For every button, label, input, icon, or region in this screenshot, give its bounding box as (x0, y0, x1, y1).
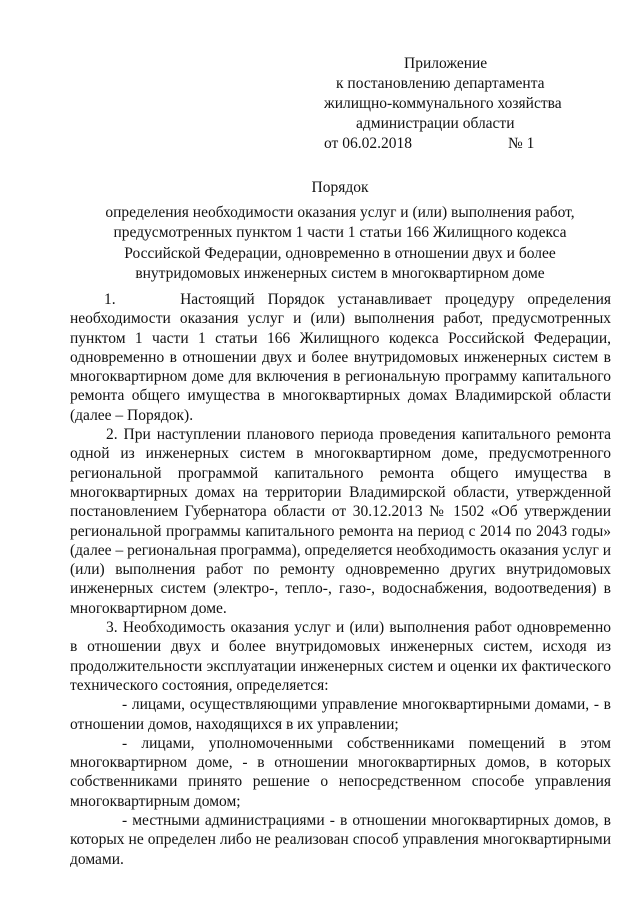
heading-line: внутридомовых инженерных систем в многоквартирном доме (135, 265, 545, 282)
annex-line: жилищно-коммунального хозяйства (324, 95, 562, 112)
annex-title: Приложение (404, 55, 488, 72)
annex-line: администрации области (356, 115, 515, 132)
document-title: Порядок (311, 179, 369, 196)
annex-date-line (300, 134, 600, 154)
list-item: - лицами, уполномоченными собственниками помещений в этом многоквартирном доме, - в отношении многоквартирных домов, в которых собственниками принято решение о непосредственном способе управления многоквартирным домом; (70, 734, 611, 810)
paragraph-3: 3. Необходимость оказания услуг и (или) выполнения работ одновременно в отношении двух и более внутридомовых инженерных систем, исходя из продолжительности эксплуатации инженерных систем и оценки их фактического технического состояния, определяется: (70, 619, 611, 694)
list-item: - лицами, осуществляющими управление многоквартирными домами, - в отношении домов, находящихся в их управлении; (70, 696, 611, 733)
heading-line: Российской Федерации, одновременно в отношении двух и более (124, 244, 556, 262)
document-heading (80, 178, 600, 285)
list-item: - местными администрациями - в отношении многоквартирных домов, в которых не определен либо не реализован способ управления многоквартирными домами. (70, 812, 611, 868)
annex-number: № 1 (507, 135, 535, 152)
document-body (70, 290, 611, 869)
paragraph-1: 1. Настоящий Порядок устанавливает процедуру определения необходимости оказания услуг и (или) выполнения работ, предусмотренных пунктом 1 части 1 статьи 166 Жилищного кодекса Российской Федерации, одновременно в отношении двух и более внутридомовых инженерных систем в многоквартирном доме для включения в региональную программу капитального ремонта общего имущества в многоквартирных домах Владимирской области (далее – Порядок). (70, 291, 611, 424)
annex-line: к постановлению департамента (336, 75, 545, 92)
annex-date: от 06.02.2018 (324, 135, 412, 152)
paragraph-2: 2. При наступлении планового периода проведения капитального ремонта одной из инженерных систем в многоквартирном доме, предусмотренного региональной программой капитального ремонта общего имущества в многоквартирных домах на территории Владимирской области, утвержденной постановлением Губернатора области от 30.12.2013 № 1502 «Об утверждении региональной программы капитального ремонта на период с 2014 по 2043 годы» (далее – региональная программа), определяется необходимость оказания услуг и (или) выполнения работ по ремонту одновременно других внутридомовых инженерных систем (электро-, тепло-, газо-, водоснабжения, водоотведения) в многоквартирном доме. (70, 426, 611, 617)
heading-line: определения необходимости оказания услуг и (или) выполнения работ, (105, 203, 575, 221)
heading-line: предусмотренных пунктом 1 части 1 статьи 166 Жилищного кодекса (113, 224, 567, 241)
annex-header (300, 54, 600, 154)
